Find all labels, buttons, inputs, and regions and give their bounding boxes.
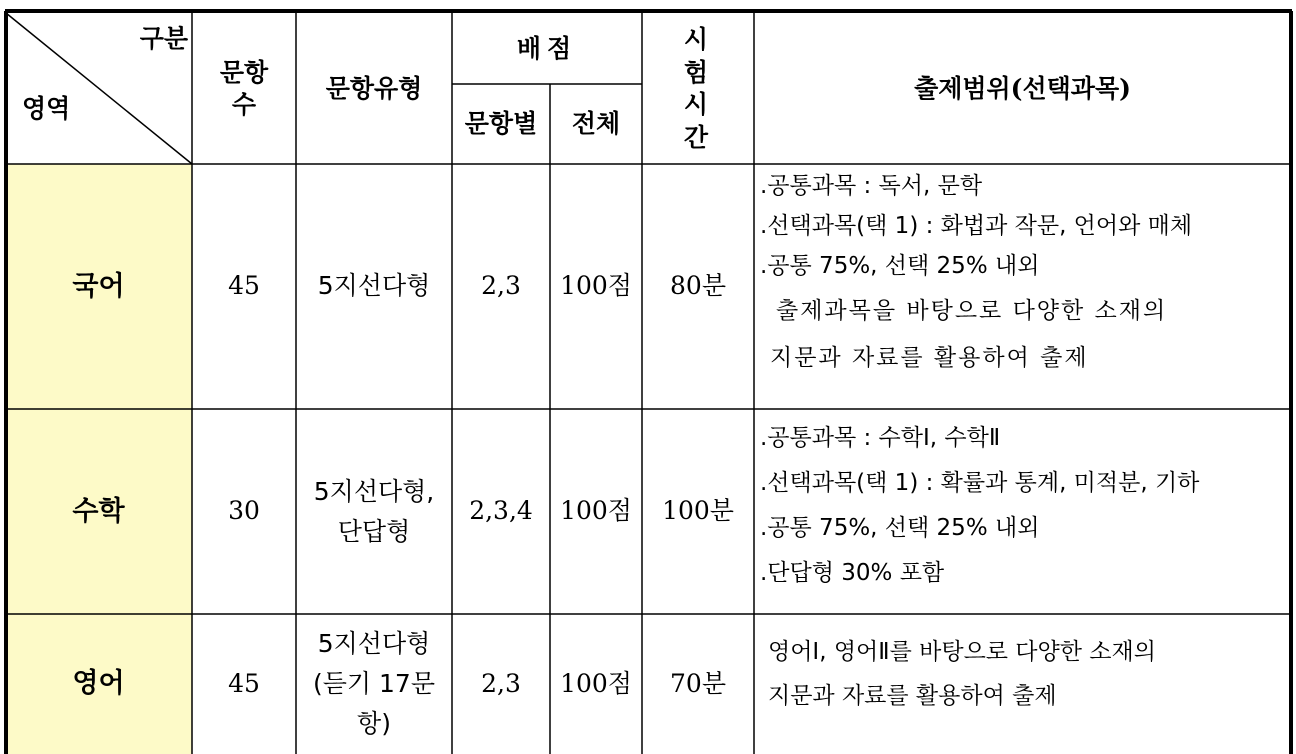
scope-line: .단답형 30% 포함 xyxy=(760,560,945,586)
row-type: 5지선다형, 단답형 xyxy=(313,476,435,546)
scope-line: .공통 75%, 선택 25% 내외 xyxy=(760,515,1040,541)
scope-line: 영어Ⅰ, 영어Ⅱ를 바탕으로 다양한 소재의 xyxy=(768,639,1156,665)
scope-line: .공통 75%, 선택 25% 내외 xyxy=(760,253,1040,279)
scope-line: .공통과목 : 수학Ⅰ, 수학Ⅱ xyxy=(760,425,1001,451)
header-area: 영역 xyxy=(22,93,71,123)
row-area-math: 수학 xyxy=(5,409,192,614)
row-time: 70분 xyxy=(670,668,726,698)
row-num: 45 xyxy=(228,668,260,698)
row-time: 80분 xyxy=(670,271,726,301)
scope-line: 지문과 자료를 활용하여 출제 xyxy=(768,683,1057,709)
header-question-type: 문항유형 xyxy=(325,73,423,103)
row-type: 5지선다형 xyxy=(317,271,431,301)
row-total: 100점 xyxy=(560,496,632,526)
row-per: 2,3 xyxy=(481,668,521,698)
header-total: 전체 xyxy=(571,108,621,138)
scope-line: .선택과목(택 1) : 확률과 통계, 미적분, 기하 xyxy=(760,470,1200,496)
header-exam-time: 시험시간 xyxy=(683,25,713,152)
row-num: 45 xyxy=(228,271,260,301)
row-type: 5지선다형 (듣기 17문항) xyxy=(313,629,435,738)
row-time: 100분 xyxy=(662,496,734,526)
scope-line: .공통과목 : 독서, 문학 xyxy=(760,173,983,199)
header-scope: 출제범위(선택과목) xyxy=(914,73,1131,103)
header-num-questions: 문항수 xyxy=(219,57,269,119)
row-total: 100점 xyxy=(560,668,632,698)
header-category: 구분 xyxy=(139,23,188,53)
scope-line: .선택과목(택 1) : 화법과 작문, 언어와 매체 xyxy=(760,213,1193,239)
scope-line: 지문과 자료를 활용하여 출제 xyxy=(770,345,1089,371)
row-area-korean: 국어 xyxy=(5,164,192,409)
row-per: 2,3 xyxy=(481,271,521,301)
row-per: 2,3,4 xyxy=(469,496,533,526)
scope-line: 출제과목을 바탕으로 다양한 소재의 xyxy=(776,298,1168,324)
row-num: 30 xyxy=(228,496,260,526)
header-per-question: 문항별 xyxy=(464,108,538,138)
row-area-english: 영어 xyxy=(5,614,192,754)
row-total: 100점 xyxy=(560,271,632,301)
header-score: 배점 xyxy=(516,33,578,63)
